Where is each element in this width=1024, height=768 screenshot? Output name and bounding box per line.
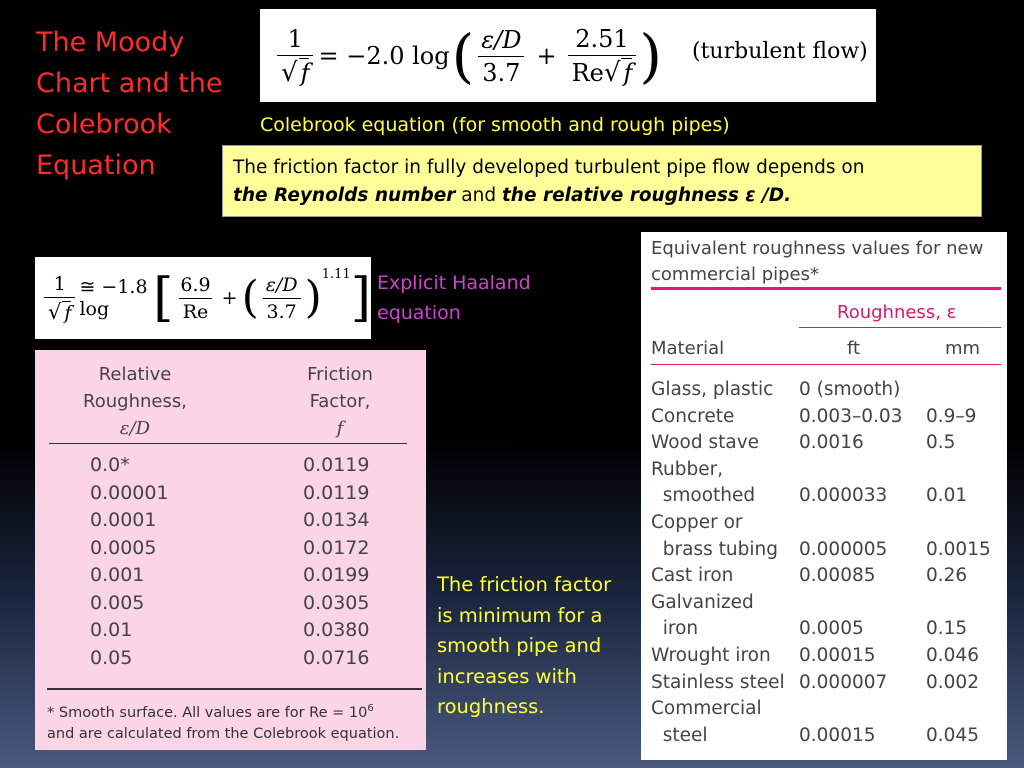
haaland-t2-den: 3.7 xyxy=(263,298,301,323)
roughness-title-rule xyxy=(651,287,1001,290)
haaland-paren-close: ) xyxy=(304,272,322,323)
haaland-approx: ≅ −1.8 log xyxy=(79,276,148,320)
haaland-t2-num: ε/D xyxy=(265,273,298,296)
colebrook-lhs: $\frac{1}{√ f}$ xyxy=(277,25,313,88)
note-and: and xyxy=(455,185,502,206)
rr-header xyxy=(65,361,205,442)
colebrook-paren-close: ) xyxy=(639,22,662,90)
slide-title: The Moody Chart and the Colebrook Equation xyxy=(36,27,223,181)
haaland-term2 xyxy=(262,274,302,323)
roughness-group-header: Roughness, ε xyxy=(837,302,957,323)
colebrook-caption: Colebrook equation (for smooth and rough pipes) xyxy=(260,114,730,136)
table-row: Wrought iron 0.00015 0.046 xyxy=(651,645,979,666)
ff-header-line1: Friction xyxy=(307,364,373,385)
table-row: 0.01 0.0380 xyxy=(90,619,370,641)
colebrook-t1-den: 3.7 xyxy=(478,56,524,87)
haaland-paren-open: ( xyxy=(241,272,259,323)
col-material: Material xyxy=(651,338,725,359)
colebrook-t2-num: 2.51 xyxy=(575,24,629,53)
rr-footnote-exp: 6 xyxy=(367,703,374,714)
note-line1: The friction factor in fully developed turbulent pipe flow depends on xyxy=(233,157,865,178)
friction-minimum-note: The friction factor is minimum for a smooth pipe and increases with roughness. xyxy=(437,573,612,718)
table-row: steel 0.00015 0.045 xyxy=(651,724,979,746)
relative-roughness-table xyxy=(35,350,426,750)
roughness-values-table xyxy=(641,232,1007,760)
table-row: 0.05 0.0716 xyxy=(90,646,370,669)
roughness-table-title: Equivalent roughness values for new commercial pipes* xyxy=(651,238,984,285)
ff-header-line3: f xyxy=(336,418,344,439)
haaland-t1-den: Re xyxy=(179,298,213,323)
roughness-group-rule xyxy=(799,327,1001,328)
haaland-lhs: $\frac{1}{√ f}$ xyxy=(44,273,75,324)
friction-factor-note xyxy=(222,145,982,217)
colebrook-t2-re: Re xyxy=(571,58,604,87)
haaland-bracket-open: [ xyxy=(153,268,174,328)
rr-footer-rule xyxy=(47,688,422,690)
table-row: 0.0001 0.0134 xyxy=(90,509,370,531)
colebrook-label: (turbulent flow) xyxy=(692,39,868,64)
colebrook-equals: = −2.0 log xyxy=(318,42,450,70)
colebrook-t1-num: ε/D xyxy=(481,25,522,54)
col-header-rule xyxy=(651,364,1001,365)
haaland-plus: + xyxy=(221,287,238,309)
table-row: Wood stave 0.0016 0.5 xyxy=(651,432,956,454)
haaland-exponent: 1.11 xyxy=(321,267,351,282)
col-ft: ft xyxy=(847,338,861,359)
table-row: 0.0* 0.0119 xyxy=(90,454,370,476)
colebrook-term1 xyxy=(477,26,525,87)
table-row: Galvanized xyxy=(651,591,754,613)
table-row: iron 0.0005 0.15 xyxy=(651,618,968,640)
colebrook-t2-f: f xyxy=(623,58,633,87)
colebrook-paren-open: ( xyxy=(451,22,475,90)
colebrook-term2: $\frac{2.51}{Re√ f}$ xyxy=(568,25,637,88)
table-row: smoothed 0.000033 0.01 xyxy=(651,485,968,507)
haaland-bracket-close: ] xyxy=(350,268,371,328)
table-row: 0.00001 0.0119 xyxy=(90,481,370,504)
table-row: Commercial xyxy=(651,698,762,720)
note-roughness: the relative roughness ε /D. xyxy=(501,185,792,206)
rr-header-line3: ε/D xyxy=(119,418,151,439)
rr-footnote-a: * Smooth surface. All values are for Re = 10 xyxy=(47,704,368,721)
table-row: Copper or xyxy=(651,512,743,533)
colebrook-lhs-den: f xyxy=(300,58,310,87)
table-row: 0.0005 0.0172 xyxy=(90,536,370,559)
rr-header-line1: Relative xyxy=(98,364,172,385)
rr-header-rule xyxy=(49,443,407,444)
table-row: Cast iron 0.00085 0.26 xyxy=(651,565,968,587)
col-mm: mm xyxy=(945,338,981,359)
colebrook-equation xyxy=(260,9,876,102)
table-row: Rubber, xyxy=(651,458,724,480)
table-row: 0.001 0.0199 xyxy=(90,564,370,586)
rr-header-line2: Roughness, xyxy=(83,391,187,412)
rr-footnote-b: and are calculated from the Colebrook equation. xyxy=(47,725,400,742)
table-row: Glass, plastic 0 (smooth) xyxy=(651,379,901,400)
table-row: Stainless steel 0.000007 0.002 xyxy=(651,671,979,693)
note-reynolds: the Reynolds number xyxy=(233,185,456,206)
colebrook-lhs-num: 1 xyxy=(287,24,303,53)
haaland-caption: Explicit Haaland equation xyxy=(377,272,531,324)
haaland-equation xyxy=(35,257,371,339)
colebrook-plus: + xyxy=(536,42,557,70)
table-row: 0.005 0.0305 xyxy=(90,591,370,614)
table-row: Concrete 0.003–0.03 0.9–9 xyxy=(651,405,977,427)
haaland-t1-num: 6.9 xyxy=(180,273,211,296)
ff-header-line2: Factor, xyxy=(309,391,371,412)
haaland-term1 xyxy=(176,274,214,323)
table-row: brass tubing 0.000005 0.0015 xyxy=(651,538,991,560)
haaland-lhs-num: 1 xyxy=(53,272,66,295)
ff-header xyxy=(280,361,400,442)
rr-footnote xyxy=(47,698,422,745)
haaland-lhs-den: f xyxy=(64,301,72,324)
